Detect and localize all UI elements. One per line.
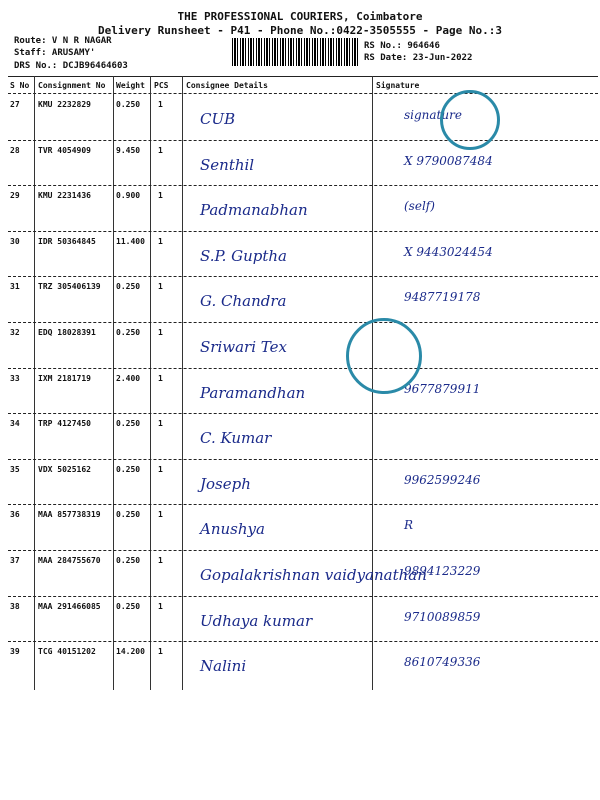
row-signature: signature: [404, 108, 462, 122]
row-sno: 29: [10, 191, 20, 201]
row-weight: 0.250: [116, 100, 141, 109]
row-sno: 27: [10, 100, 20, 109]
row-separator: [8, 185, 598, 186]
row-pcs: 1: [158, 373, 163, 383]
row-pcs: 1: [158, 191, 163, 201]
col-divider: [182, 76, 183, 690]
row-pcs: 1: [158, 100, 163, 109]
row-separator: [8, 276, 598, 277]
row-weight: 0.250: [116, 510, 141, 520]
row-sno: 36: [10, 510, 20, 520]
row-consignment-no: MAA 857738319: [38, 510, 101, 520]
row-weight: 0.250: [116, 328, 141, 337]
row-sno: 37: [10, 556, 20, 565]
row-separator: [8, 368, 598, 369]
row-signature: 9962599246: [404, 472, 481, 487]
row-consignment-no: TRP 4127450: [38, 419, 91, 429]
row-consignment-no: TVR 4054909: [38, 145, 91, 155]
row-separator: [8, 641, 598, 642]
col-pcs: PCS: [154, 81, 169, 90]
row-pcs: 1: [158, 464, 163, 474]
row-signature: X 9443024454: [404, 244, 493, 259]
row-consignment-no: KMU 2231436: [38, 191, 91, 201]
row-weight: 0.250: [116, 556, 141, 565]
row-signature: 8610749336: [404, 655, 481, 670]
row-sno: 32: [10, 328, 20, 337]
row-consignment-no: EDQ 18028391: [38, 328, 96, 337]
row-consignment-no: MAA 284755670: [38, 556, 101, 565]
drs-label: DRS No.: DCJB96464603: [14, 61, 128, 71]
row-consignee-name: G. Chandra: [200, 292, 287, 311]
row-weight: 2.400: [116, 373, 141, 383]
col-consignment: Consignment No: [38, 81, 106, 90]
row-consignee-name: Padmanabhan: [200, 201, 308, 220]
col-weight: Weight: [116, 81, 145, 90]
row-sno: 35: [10, 464, 20, 474]
col-details: Consignee Details: [186, 81, 268, 90]
row-pcs: 1: [158, 647, 163, 657]
row-consignee-name: Udhaya kumar: [200, 611, 313, 630]
row-weight: 0.250: [116, 419, 141, 429]
row-pcs: 1: [158, 236, 163, 246]
row-pcs: 1: [158, 145, 163, 155]
row-separator: [8, 140, 598, 141]
row-consignment-no: VDX 5025162: [38, 464, 91, 474]
row-consignment-no: TCG 40151202: [38, 647, 96, 657]
row-weight: 0.250: [116, 601, 141, 611]
row-consignee-name: S.P. Guptha: [200, 246, 287, 265]
rs-number: RS No.: 964646: [364, 41, 440, 51]
row-weight: 9.450: [116, 145, 141, 155]
row-pcs: 1: [158, 601, 163, 611]
row-consignee-name: CUB: [200, 110, 236, 128]
col-sno: S No: [10, 81, 30, 90]
company-stamp: [440, 90, 500, 150]
row-sno: 28: [10, 145, 20, 155]
sriwari-stamp: [346, 318, 422, 394]
row-separator: [8, 322, 598, 323]
row-sno: 31: [10, 282, 20, 292]
rs-date: RS Date: 23-Jun-2022: [364, 53, 473, 63]
row-consignee-name: Gopalakrishnan vaidyanathan: [200, 566, 427, 584]
row-weight: 0.900: [116, 191, 141, 201]
row-pcs: 1: [158, 328, 163, 337]
row-consignee-name: C. Kumar: [200, 429, 272, 448]
table-top-line: [8, 76, 598, 77]
row-signature: 9894123229: [404, 564, 481, 578]
row-sno: 30: [10, 236, 20, 246]
row-sno: 34: [10, 419, 20, 429]
row-consignee-name: Nalini: [200, 657, 247, 676]
row-separator: [8, 231, 598, 232]
row-consignment-no: MAA 291466085: [38, 601, 101, 611]
row-consignee-name: Joseph: [200, 474, 251, 493]
row-consignee-name: Anushya: [200, 520, 265, 539]
row-separator: [8, 504, 598, 505]
company-title: THE PROFESSIONAL COURIERS, Coimbatore: [177, 10, 423, 23]
row-signature: 9487719178: [404, 290, 481, 305]
row-pcs: 1: [158, 510, 163, 520]
row-weight: 11.400: [116, 236, 145, 246]
row-pcs: 1: [158, 556, 163, 565]
row-consignee-name: Paramandhan: [200, 383, 306, 402]
row-pcs: 1: [158, 419, 163, 429]
col-divider: [113, 76, 114, 690]
row-sno: 39: [10, 647, 20, 657]
row-separator: [8, 413, 598, 414]
row-consignee-name: Senthil: [200, 155, 255, 174]
row-consignee-name: Sriwari Tex: [200, 338, 287, 356]
row-separator: [8, 596, 598, 597]
runsheet-title: Delivery Runsheet - P41 - Phone No.:0422-3505555 - Page No.:3: [98, 24, 502, 37]
row-signature: (self): [404, 199, 435, 214]
row-separator: [8, 550, 598, 551]
col-divider: [150, 76, 151, 690]
route-label: Route: V N R NAGAR: [14, 36, 112, 46]
staff-label: Staff: ARUSAMY': [14, 48, 96, 58]
row-signature: 9677879911: [404, 381, 481, 396]
row-weight: 14.200: [116, 647, 145, 657]
row-consignment-no: IDR 50364845: [38, 236, 96, 246]
header-bottom-line: [8, 93, 598, 94]
row-consignment-no: TRZ 305406139: [38, 282, 101, 292]
row-signature: R: [404, 518, 414, 533]
row-separator: [8, 459, 598, 460]
barcode: [232, 38, 360, 66]
row-weight: 0.250: [116, 282, 141, 292]
row-weight: 0.250: [116, 464, 141, 474]
row-signature: X 9790087484: [404, 153, 493, 168]
row-consignment-no: IXM 2181719: [38, 373, 91, 383]
row-consignment-no: KMU 2232829: [38, 100, 91, 109]
row-sno: 38: [10, 601, 20, 611]
row-sno: 33: [10, 373, 20, 383]
row-signature: 9710089859: [404, 609, 481, 624]
col-divider: [34, 76, 35, 690]
col-signature: Signature: [376, 81, 420, 90]
row-pcs: 1: [158, 282, 163, 292]
